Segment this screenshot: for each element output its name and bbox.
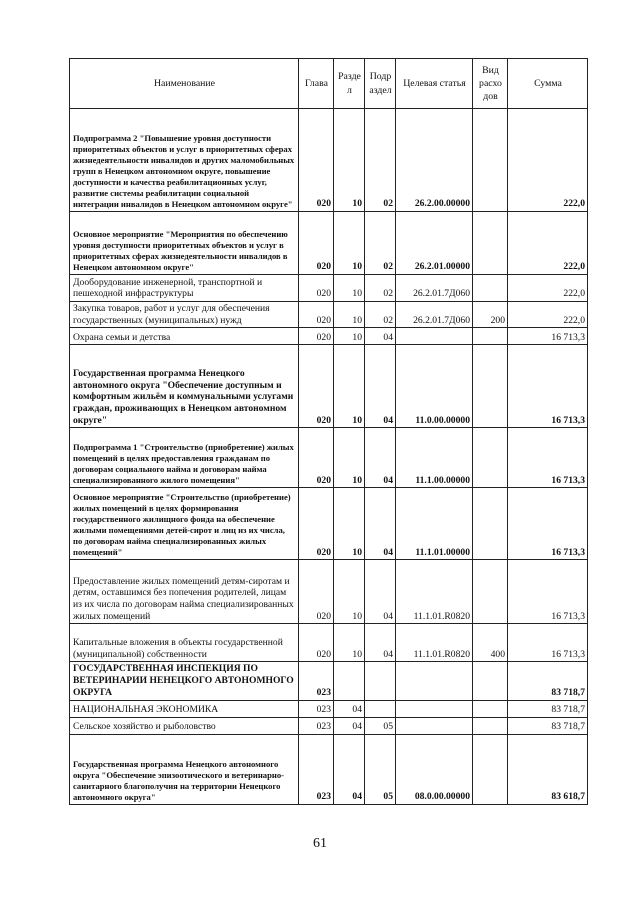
row-chapter: 020 [299,275,334,302]
row-subsection: 04 [365,345,396,428]
row-subsection: 05 [365,717,396,734]
table-row [70,109,588,212]
row-section: 04 [334,734,365,804]
table-row [70,275,588,302]
row-exp-type [473,488,508,560]
row-target: 11.1.01.R0820 [396,560,473,624]
row-target: 11.1.01.00000 [396,488,473,560]
row-name: ГОСУДАРСТВЕННАЯ ИНСПЕКЦИЯ ПО ВЕТЕРИНАРИИ НЕНЕЦКОГО АВТОНОМНОГО ОКРУГА [70,662,299,700]
header-amount: Сумма [508,59,588,109]
row-target [396,662,473,700]
row-exp-type [473,662,508,700]
header-subsection: Подр аздел [365,59,396,109]
row-exp-type [473,328,508,345]
row-section: 10 [334,328,365,345]
row-exp-type [473,345,508,428]
row-subsection: 04 [365,624,396,662]
row-exp-type [473,717,508,734]
row-chapter: 020 [299,212,334,275]
row-name: Государственная программа Ненецкого автономного округа "Обеспечение эпизоотического и ветеринарно-санитарного благополучия на территории Ненецкого автономного округа" [70,734,299,804]
table-header-row [70,59,588,109]
table-row [70,328,588,345]
row-amount: 83 718,7 [508,662,588,700]
row-exp-type [473,275,508,302]
row-name: Подпрограмма 2 "Повышение уровня доступности приоритетных объектов и услуг в приоритетных сферах жизнедеятельности инвалидов и других маломобильных групп в Ненецком автономном округе, повышение доступности и качества реабилитационных услуг, развитие системы реабилитации социальной интеграции инвалидов в Ненецком автономном округе" [70,109,299,212]
row-chapter: 020 [299,488,334,560]
row-target [396,328,473,345]
row-section: 10 [334,488,365,560]
row-amount: 222,0 [508,109,588,212]
row-amount: 16 713,3 [508,428,588,488]
row-target: 26.2.01.7Д060 [396,302,473,328]
row-section: 04 [334,717,365,734]
row-exp-type [473,109,508,212]
row-section: 04 [334,700,365,717]
row-section: 10 [334,624,365,662]
row-chapter: 020 [299,345,334,428]
row-target: 26.2.00.00000 [396,109,473,212]
row-subsection: 02 [365,109,396,212]
header-name: Наименование [70,59,299,109]
page-number: 61 [313,836,327,851]
row-subsection: 02 [365,275,396,302]
header-chapter: Глава [299,59,334,109]
row-target: 26.2.01.7Д060 [396,275,473,302]
row-section: 10 [334,428,365,488]
row-amount: 16 713,3 [508,488,588,560]
row-target: 26.2.01.00000 [396,212,473,275]
row-target: 11.1.00.00000 [396,428,473,488]
row-target: 11.0.00.00000 [396,345,473,428]
header-exp-type: Вид расхо дов [473,59,508,109]
row-amount: 16 713,3 [508,328,588,345]
row-amount: 222,0 [508,212,588,275]
row-chapter: 020 [299,302,334,328]
row-section: 10 [334,212,365,275]
row-exp-type [473,700,508,717]
row-amount: 83 618,7 [508,734,588,804]
row-amount: 16 713,3 [508,345,588,428]
table-row [70,212,588,275]
table-row [70,624,588,662]
row-name: Охрана семьи и детства [70,328,299,345]
row-amount: 16 713,3 [508,624,588,662]
row-target: 08.0.00.00000 [396,734,473,804]
table-row [70,302,588,328]
row-amount: 83 718,7 [508,717,588,734]
row-section: 10 [334,109,365,212]
row-subsection: 02 [365,212,396,275]
row-amount: 83 718,7 [508,700,588,717]
table-row [70,428,588,488]
row-name: Основное мероприятие "Мероприятия по обеспечению уровня доступности приоритетных объектов и услуг в приоритетных сферах жизнедеятельности инвалидов в Ненецком автономном округе" [70,212,299,275]
row-subsection: 04 [365,428,396,488]
row-target [396,717,473,734]
row-subsection [365,700,396,717]
row-chapter: 020 [299,428,334,488]
row-chapter: 020 [299,624,334,662]
row-section [334,662,365,700]
row-chapter: 023 [299,734,334,804]
row-section: 10 [334,302,365,328]
table-row [70,700,588,717]
row-exp-type: 200 [473,302,508,328]
row-subsection: 04 [365,560,396,624]
row-name: Предоставление жилых помещений детям-сиротам и детям, оставшимся без попечения родителей, лицам из их числа по договорам найма специализированных жилых помещений [70,560,299,624]
row-name: Закупка товаров, работ и услуг для обеспечения государственных (муниципальных) нужд [70,302,299,328]
row-subsection: 04 [365,328,396,345]
row-amount: 222,0 [508,302,588,328]
row-subsection: 04 [365,488,396,560]
row-exp-type [473,734,508,804]
row-subsection: 05 [365,734,396,804]
row-name: Сельское хозяйство и рыболовство [70,717,299,734]
row-chapter: 020 [299,328,334,345]
table-row [70,560,588,624]
row-section: 10 [334,275,365,302]
row-name: НАЦИОНАЛЬНАЯ ЭКОНОМИКА [70,700,299,717]
row-chapter: 023 [299,662,334,700]
row-name: Капитальные вложения в объекты государственной (муниципальной) собственности [70,624,299,662]
table-row [70,488,588,560]
row-chapter: 023 [299,700,334,717]
row-target: 11.1.01.R0820 [396,624,473,662]
row-exp-type: 400 [473,624,508,662]
row-section: 10 [334,560,365,624]
header-target: Целевая статья [396,59,473,109]
row-amount: 222,0 [508,275,588,302]
table-row [70,717,588,734]
row-subsection [365,662,396,700]
row-name: Государственная программа Ненецкого автономного округа "Обеспечение доступным и комфортным жильём и коммунальными услугами граждан, проживающих в Ненецком автономном округе" [70,345,299,428]
row-section: 10 [334,345,365,428]
row-exp-type [473,428,508,488]
row-chapter: 023 [299,717,334,734]
row-chapter: 020 [299,560,334,624]
budget-table [69,58,588,805]
row-target [396,700,473,717]
row-exp-type [473,212,508,275]
table-row [70,662,588,700]
row-amount: 16 713,3 [508,560,588,624]
header-section: Разде л [334,59,365,109]
row-chapter: 020 [299,109,334,212]
row-subsection: 02 [365,302,396,328]
row-exp-type [473,560,508,624]
table-row [70,734,588,804]
table-row [70,345,588,428]
row-name: Подпрограмма 1 "Строительство (приобретение) жилых помещений в целях предоставления гражданам по договорам социального найма и договорам найма специализированного жилого помещения" [70,428,299,488]
row-name: Дооборудование инженерной, транспортной и пешеходной инфраструктуры [70,275,299,302]
row-name: Основное мероприятие "Строительство (приобретение) жилых помещений в целях формирования государственного жилищного фонда на обеспечение жилыми помещениями детей-сирот и лиц из их числа, по договорам найма специализированных жилых помещений" [70,488,299,560]
